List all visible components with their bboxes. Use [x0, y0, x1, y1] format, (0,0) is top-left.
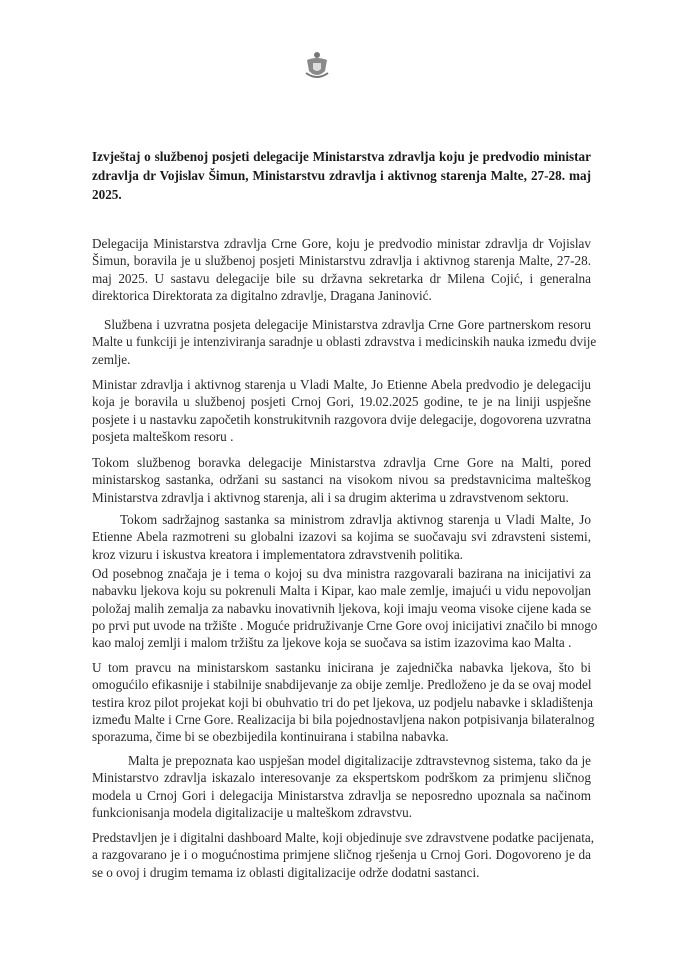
body-paragraph: [92, 565, 598, 651]
paragraph-line: testira kroz pilot projekat koji bi obuhvatio tri do pet ljekova, uz podjelu nabavke i skladištenja: [92, 694, 594, 710]
paragraph-line: Predstavljen je i digitalni dashboard Malte, koji objedinuje sve zdravstvene podatke pacijenata,: [92, 830, 595, 845]
paragraph-line: Malta je prepoznata kao uspješan model digitalizacije zdtravstevnog sistema, tako da je: [128, 753, 591, 768]
paragraph-line: Ministarstva zdravlja i aktivnog starenja, ali i sa drugim akterima u zdravstvenom sektoru.: [92, 489, 569, 505]
paragraph-line: modela u Crnoj Gori i delegacija Ministarstva zdravlja se neposredno upoznala sa načinom: [92, 787, 591, 803]
body-paragraph: [92, 376, 591, 445]
coat-of-arms-emblem: [304, 51, 330, 81]
paragraph-line: maj 2025. U sastavu delegacije bile su državna sekretarka dr Milena Cojić, i generalna: [92, 270, 591, 286]
body-paragraph: [92, 829, 595, 881]
paragraph-line: po prvi put uvode na tržište . Moguće pridruživanje Crne Gore ovoj inicijativi značilo bi mnogo: [92, 617, 598, 633]
paragraph-line: funkcionisanja modela digitalizacije u malteškom zdravstvu.: [92, 804, 413, 820]
paragraph-line: U tom pravcu na ministarskom sastanku inicirana je zajednička nabavka ljekova, što bi: [92, 660, 591, 675]
paragraph-line: ministarskog sastanka, održani su sastanci na visokom nivou sa predstavnicima malteškog: [92, 472, 591, 488]
paragraph-line: a razgovarano je i o mogućnostima primjene sličnog rješenja u Crnoj Gori. Dogovoreno je da: [92, 847, 591, 863]
body-paragraph: [92, 752, 591, 821]
paragraph-line: Tokom službenog boravka delegacije Ministarstva zdravlja Crne Gore na Malti, pored: [92, 455, 591, 470]
paragraph-line: kroz vizuru i iskustva kreatora i implementatora zdravstvenih politika.: [92, 546, 463, 562]
paragraph-line: nabavku ljekova koju su pokrenuli Malta i Kipar, kao male zemlje, imajući u vidu nepovoljan: [92, 583, 591, 599]
paragraph-line: Etienne Abela razmotreni su globalni izazovi sa kojima se suočavaju svi zdravsteni sistemi,: [92, 529, 591, 545]
body-paragraph: [92, 235, 591, 304]
paragraph-line: Šimun, boravila je u službenoj posjeti Ministarstvu zdravlja i aktivnog starenja Malte, 27-28.: [92, 253, 591, 269]
paragraph-line: Malte u funkciji je intenziviranja saradnje u oblasti zdravstva i medicinskih nauka između dvije: [92, 334, 597, 350]
paragraph-line: direktorica Direktorata za digitalno zdravlje, Dragana Janinović.: [92, 287, 432, 303]
paragraph-line: Ministar zdravlja i aktivnog starenja u Vladi Malte, Jo Etienne Abela predvodio je delegaciju: [92, 377, 591, 392]
paragraph-line: kao maloj zemlji i malom tržištu za ljekove koja se suočava sa istim izazovima kao Malta .: [92, 635, 572, 651]
title-line: zdravlja dr Vojislav Šimun, Ministarstvu zdravlja i aktivnog starenja Malte, 27-28. maj: [92, 168, 591, 183]
paragraph-line: između Malte i Crne Gore. Realizacija bi bila pojednostavljena nakon potpisivanja bilateralnog: [92, 711, 595, 727]
paragraph-line: Delegacija Ministarstva zdravlja Crne Gore, koju je predvodio ministar zdravlja dr Vojislav: [92, 236, 591, 251]
title-line: 2025.: [92, 187, 122, 202]
paragraph-line: posjete i u nastavku započetih konstrukitvnih razgovora dvije delegacije, dogovorena uzvratna: [92, 411, 591, 427]
paragraph-line: Službena i uzvratna posjeta delegacije Ministarstva zdravlja Crne Gore partnerskom resoru: [104, 317, 591, 332]
paragraph-line: sporazuma, čime bi se obezbijedila kontinuirana i stabilna nabavka.: [92, 729, 449, 745]
paragraph-line: Ministarstvo zdravlja iskazalo interesovanje za ekspertskom podrškom za primjenu sličnog: [92, 770, 591, 786]
body-paragraph: [92, 454, 591, 506]
paragraph-line: Od posebnog značaja je i tema o kojoj su dva ministra razgovarali bazirana na inicijativi za: [92, 566, 591, 581]
paragraph-line: zemlje.: [92, 351, 131, 367]
paragraph-line: se o ovoj i drugim temama iz oblasti digitalizacije održe dodatni sastanci.: [92, 864, 480, 880]
paragraph-line: položaj malih zemalja za nabavku inovativnih ljekova, koji imaju veoma visoke cijene kada se: [92, 600, 591, 616]
body-paragraph: [92, 511, 591, 563]
document-title: [92, 147, 591, 204]
paragraph-line: koja je boravila u službenoj posjeti Crnoj Gori, 19.02.2025 godine, te je na liniji uspješne: [92, 394, 591, 410]
title-line: Izvještaj o službenoj posjeti delegacije Ministarstva zdravlja koju je predvodio ministar: [92, 149, 591, 164]
paragraph-line: Tokom sadržajnog sastanka sa ministrom zdravlja aktivnog starenja u Vladi Malte, Jo: [120, 512, 591, 527]
paragraph-line: omogućilo efikasnije i stabilnije snabdijevanje za obije zemlje. Predloženo je da se ovaj model: [92, 677, 592, 693]
paragraph-line: posjeta malteškom resoru .: [92, 428, 234, 444]
body-paragraph: [92, 659, 595, 745]
body-paragraph: [92, 316, 597, 368]
